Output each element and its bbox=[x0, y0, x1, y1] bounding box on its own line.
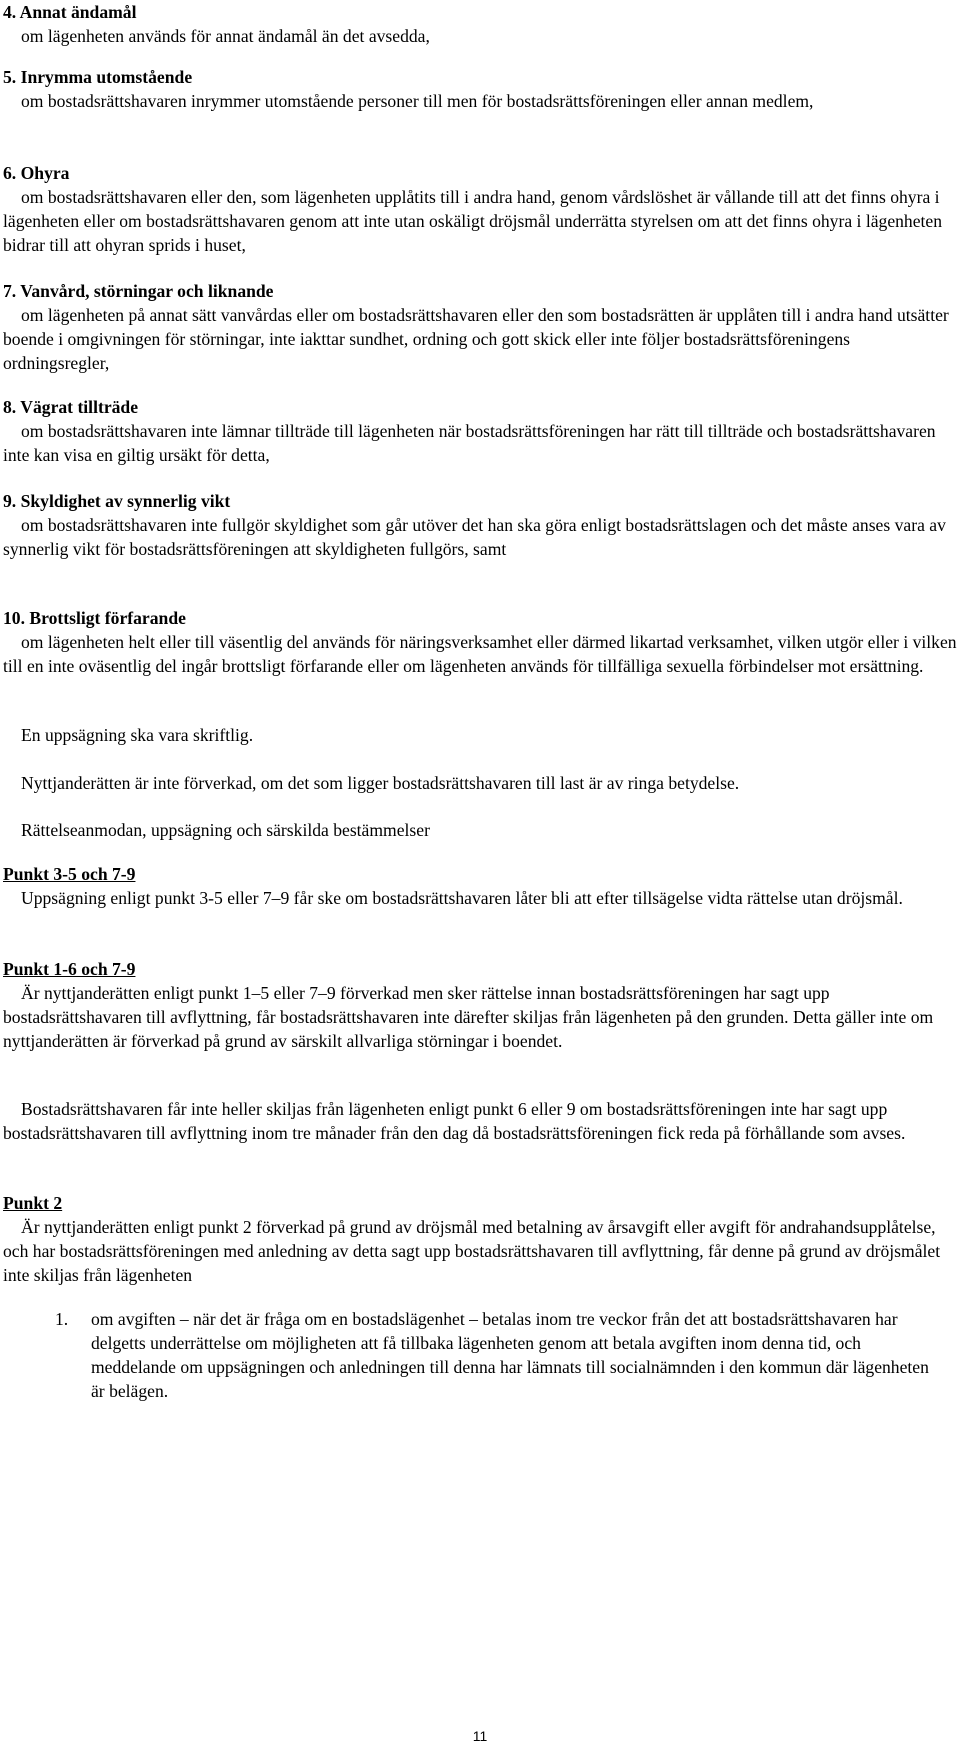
section-7 bbox=[3, 279, 957, 375]
section-text: om lägenheten på annat sätt vanvårdas eller om bostadsrättshavaren eller den som bostadsrätten är upplåten till i andra hand utsätter boende i omgivningen för störningar, inte iakttar sundhet, ordning och gott skick eller inte följer bostadsrättsföreningens ordningsregler, bbox=[3, 305, 949, 373]
section-heading: 9. Skyldighet av synnerlig vikt bbox=[3, 491, 231, 511]
paragraph-text: En uppsägning ska vara skriftlig. bbox=[21, 725, 254, 745]
punkt-text: Uppsägning enligt punkt 3-5 eller 7–9 får ske om bostadsrättshavaren låter bli att efter tillsägelse vidta rättelse utan dröjsmål. bbox=[21, 888, 903, 908]
punkt-text: Är nyttjanderätten enligt punkt 2 förverkad på grund av dröjsmål med betalning av årsavgift eller avgift för andrahandsupplåtelse, och har bostadsrättsföreningen med anledning av detta sagt upp bostadsrättshavaren till avflyttning, får denne på grund av dröjsmålet inte skiljas från lägenheten bbox=[3, 1217, 941, 1285]
section-heading: 5. Inrymma utomstående bbox=[3, 67, 193, 87]
list-item-text: om avgiften – när det är fråga om en bostadslägenhet – betalas inom tre veckor från det att bostadsrättshavaren har delgetts underrättelse om möjligheten att få tillbaka lägenheten genom att betala avgiften inom denna tid, och meddelande om uppsägningen och anledningen till denna har lämnats till socialnämnden i den kommun där lägenheten är belägen. bbox=[91, 1309, 929, 1401]
section-6 bbox=[3, 161, 957, 257]
paragraph-written-notice bbox=[21, 723, 960, 747]
section-text: om bostadsrättshavaren inte lämnar tillträde till lägenheten när bostadsrättsföreningen har rätt till tillträde och bostadsrättshavaren inte kan visa en giltig ursäkt för detta, bbox=[3, 421, 936, 465]
section-text: om bostadsrättshavaren eller den, som lägenheten upplåtits till i andra hand, genom vårdslöshet är vållande till att det finns ohyra i lägenheten eller om bostadsrättshavaren genom att inte utan oskäligt dröjsmål underrätta styrelsen om att det finns ohyra i lägenheten bidrar till att ohyran sprids i huset, bbox=[3, 187, 943, 255]
section-heading: 7. Vanvård, störningar och liknande bbox=[3, 281, 274, 301]
page-number: 11 bbox=[472, 1728, 488, 1744]
section-8 bbox=[3, 395, 957, 467]
punkt-heading: Punkt 1-6 och 7-9 bbox=[3, 959, 136, 979]
punkt-text: Bostadsrättshavaren får inte heller skiljas från lägenheten enligt punkt 6 eller 9 om bostadsrättsföreningen inte har sagt upp bostadsrättshavaren till avflyttning inom tre månader från den dag då bostadsrättsföreningen fick reda på förhållande som avses. bbox=[3, 1099, 906, 1143]
paragraph-subheading bbox=[21, 818, 960, 842]
section-9 bbox=[3, 489, 957, 561]
paragraph-not-forfeited bbox=[21, 771, 960, 795]
section-text: om lägenheten används för annat ändamål än det avsedda, bbox=[21, 26, 430, 46]
punkt-heading: Punkt 2 bbox=[3, 1193, 63, 1213]
section-heading: 6. Ohyra bbox=[3, 163, 70, 183]
section-text: om bostadsrättshavaren inte fullgör skyldighet som går utöver det han ska göra enligt bostadsrättslagen och det måste anses vara av synnerlig vikt för bostadsrättsföreningen att skyldigheten fullgörs, samt bbox=[3, 515, 946, 559]
punkt-1-6-7-9 bbox=[3, 957, 957, 1053]
section-text: om bostadsrättshavaren inrymmer utomstående personer till men för bostadsrättsföreningen eller annan medlem, bbox=[21, 91, 814, 111]
section-4 bbox=[3, 0, 957, 48]
punkt-text: Är nyttjanderätten enligt punkt 1–5 eller 7–9 förverkad men sker rättelse innan bostadsrättsföreningen har sagt upp bostadsrättshavaren till avflyttning, får bostadsrättshavaren inte därefter skiljas från lägenheten på den grunden. Detta gäller inte om nyttjanderätten är förverkad på grund av särskilt allvarliga störningar i boendet. bbox=[3, 983, 934, 1051]
paragraph-text: Nyttjanderätten är inte förverkad, om det som ligger bostadsrättshavaren till last är av ringa betydelse. bbox=[21, 773, 740, 793]
punkt-1-6-7-9-second bbox=[3, 1097, 957, 1145]
section-heading: 10. Brottsligt förfarande bbox=[3, 608, 186, 628]
punkt-heading: Punkt 3-5 och 7-9 bbox=[3, 864, 136, 884]
list-item-number: 1. bbox=[55, 1309, 69, 1329]
punkt-2 bbox=[3, 1191, 957, 1287]
section-10 bbox=[3, 606, 957, 678]
list-item bbox=[55, 1307, 935, 1403]
punkt-3-5-7-9 bbox=[3, 862, 957, 910]
subheading-text: Rättelseanmodan, uppsägning och särskilda bestämmelser bbox=[21, 820, 430, 840]
section-text: om lägenheten helt eller till väsentlig del används för näringsverksamhet eller därmed likartad verksamhet, vilken utgör eller i vilken till en inte oväsentlig del ingår brottsligt förfarande eller om lägenheten används för tillfälliga sexuella förbindelser mot ersättning. bbox=[3, 632, 957, 676]
section-heading: 8. Vägrat tillträde bbox=[3, 397, 139, 417]
section-heading: 4. Annat ändamål bbox=[3, 2, 137, 22]
section-5 bbox=[3, 65, 957, 113]
numbered-list bbox=[55, 1307, 935, 1403]
